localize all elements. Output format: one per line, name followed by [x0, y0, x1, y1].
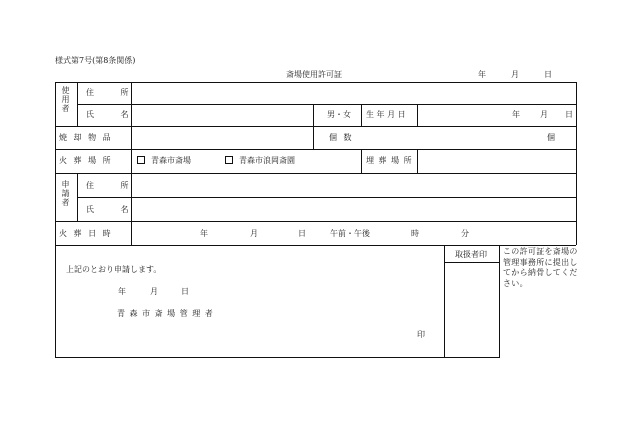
form-number: 様式第7号(第8条関係): [55, 56, 136, 65]
datetime-month: 月: [250, 229, 258, 238]
sex-options: 男・女: [327, 110, 351, 119]
datetime-day: 日: [298, 229, 306, 238]
application-statement: 上記のとおり申請します。: [66, 265, 162, 274]
datetime-label: 火 葬 日 時: [59, 229, 113, 238]
birth-day: 日: [565, 110, 573, 119]
handler-seal-label: 取扱者印: [455, 250, 487, 259]
application-month: 月: [150, 287, 158, 296]
checkbox-aomori-saijo[interactable]: [137, 156, 145, 164]
datetime-year: 年: [200, 229, 208, 238]
datetime-hour: 時: [411, 229, 419, 238]
user-group-label: 使用者: [61, 86, 70, 113]
header-month: 月: [511, 70, 519, 79]
datetime-minute: 分: [461, 229, 469, 238]
applicant-group-label: 申請者: [61, 180, 70, 207]
application-day: 日: [181, 287, 189, 296]
applicant-name-label: 氏 名: [86, 205, 141, 214]
header-day: 日: [544, 70, 552, 79]
applicant-address-label: 住 所: [86, 181, 141, 190]
user-name-label: 氏 名: [86, 110, 141, 119]
page-title: 斎場使用許可証: [286, 70, 342, 79]
items-label: 焼 却 物 品: [59, 133, 113, 142]
checkbox-namioka-saien[interactable]: [225, 156, 233, 164]
cremation-site-label: 火 葬 場 所: [59, 156, 113, 165]
datetime-ampm: 午前・午後: [330, 229, 370, 238]
burial-site-label: 埋 葬 場 所: [366, 156, 413, 165]
application-year: 年: [118, 287, 126, 296]
birth-year: 年: [512, 110, 520, 119]
option-aomori-saijo-label: 青森市斎場: [151, 156, 191, 165]
option-namioka-saien[interactable]: [225, 157, 295, 165]
option-namioka-saien-label: 青森市浪岡斎園: [239, 156, 295, 165]
user-address-label: 住 所: [86, 88, 141, 97]
side-note: この許可証を斎場の管理事務所に提出してから納骨してください。: [503, 247, 578, 288]
authority-name: 青 森 市 斎 場 管 理 者: [117, 309, 214, 318]
birth-label: 生 年 月 日: [366, 110, 406, 119]
count-unit: 個: [547, 133, 555, 142]
option-aomori-saijo[interactable]: [137, 157, 191, 165]
birth-month: 月: [540, 110, 548, 119]
seal-mark: 印: [417, 330, 425, 339]
header-year: 年: [478, 70, 486, 79]
count-label: 個 数: [329, 133, 354, 142]
